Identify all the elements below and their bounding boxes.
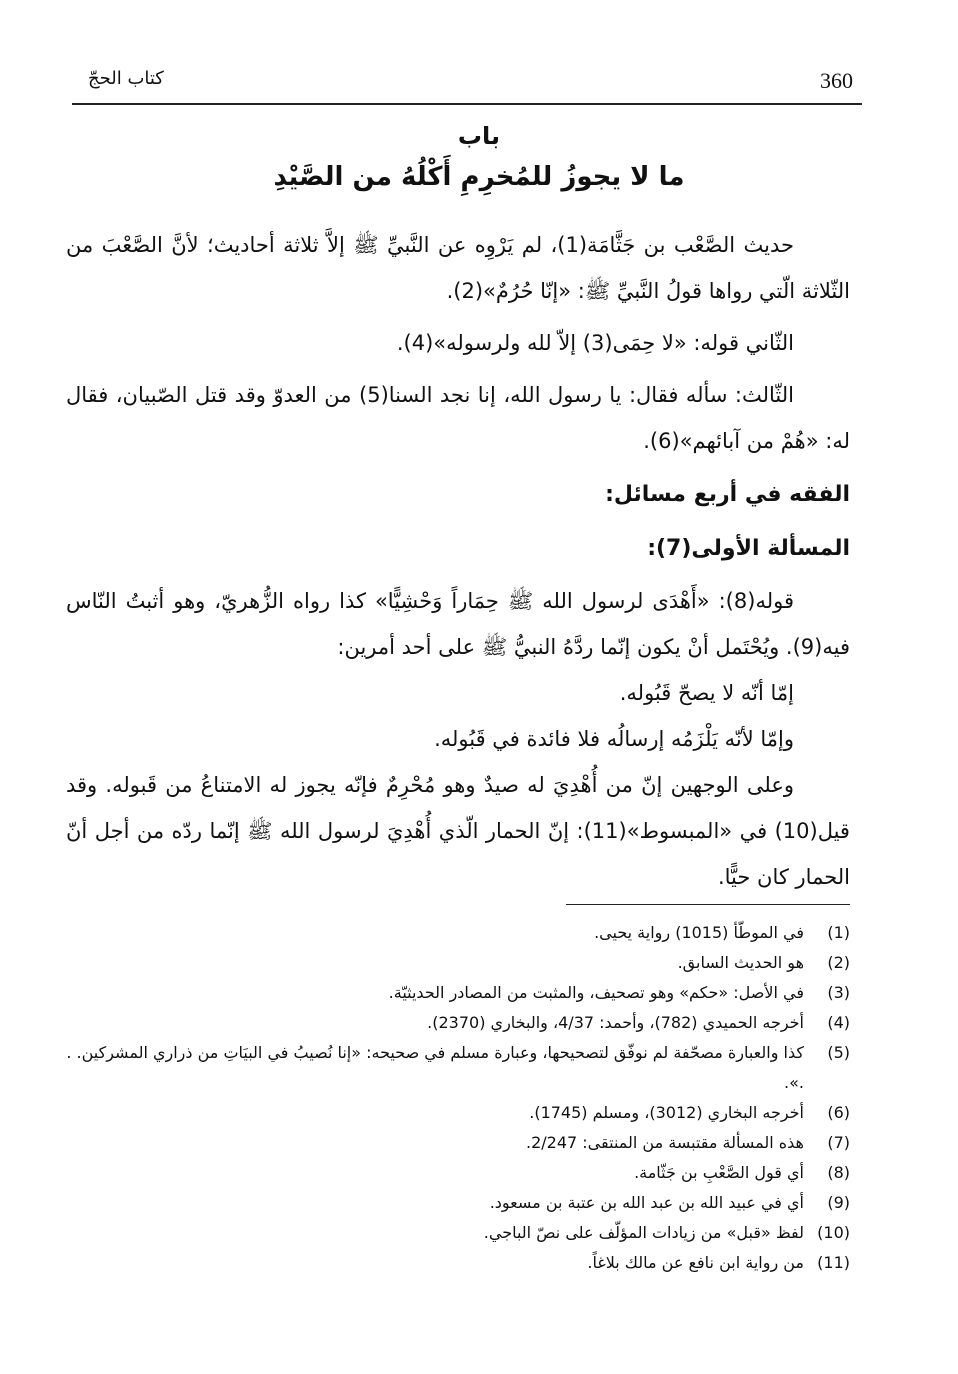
footnote-number: (6) [827, 1103, 850, 1122]
paragraph: قوله(8): «أَهْدَى لرسول الله ﷺ حِمَاراً وَحْشِيًّا» كذا رواه الزُّهريّ، وهو أثبتُ النّاس فيه(9). ويُحْتَمل أنْ يكون إنّما ردَّهُ النبيُّ ﷺ على أحد أمرين: [66, 589, 850, 659]
footnote-number: (10) [817, 1223, 850, 1242]
footnote-rule [566, 904, 850, 905]
paragraph: الثّالث: سأله فقال: يا رسول الله، إنا نجد السنا(5) من العدوّ وقد قتل الصّبيان، فقال له: «هُمْ من آبائهم»(6). [66, 383, 850, 453]
page-number: 360 [820, 68, 853, 93]
footnote-text: أخرجه البخاري (3012)، ومسلم (1745). [529, 1103, 804, 1122]
footnote-text: أخرجه الحميدي (782)، وأحمد: 4/37، والبخاري (2370). [427, 1013, 804, 1032]
footnote-number: (5) [827, 1043, 850, 1062]
paragraph: الثّاني قوله: «لا حِمَى(3) إلاّ لله ولرسوله»(4). [396, 331, 794, 355]
chapter-title: ما لا يجوزُ للمُخرِمِ أَكْلُهُ من الصَّيْدِ [273, 162, 685, 192]
footnote-text: في الموطّأ (1015) رواية يحيى. [594, 923, 804, 942]
footnote-text: هذه المسألة مقتبسة من المنتقى: 2/247. [526, 1133, 804, 1152]
footnotes [66, 918, 850, 1278]
footnote-number: (9) [827, 1193, 850, 1212]
footnote-number: (3) [827, 983, 850, 1002]
paragraph: إمّا أنّه لا يصحّ قَبُوله. [619, 681, 794, 705]
running-title: كتاب الحجّ [88, 68, 164, 89]
footnote [66, 1008, 850, 1038]
footnote [66, 1128, 850, 1158]
chapter-label: باب [457, 122, 501, 150]
header-rule [72, 103, 862, 105]
paragraph: وإمّا لأنّه يَلْزَمُه إرسالُه فلا فائدة في قَبُوله. [434, 727, 794, 751]
footnote-number: (11) [817, 1253, 850, 1272]
footnote-text: أي قول الصَّعْبِ بن جَثّامة. [634, 1163, 804, 1182]
footnote-text: أي في عبيد الله بن عبد الله بن عتبة بن مسعود. [489, 1193, 804, 1212]
footnote [66, 948, 850, 978]
footnote [66, 1158, 850, 1188]
footnote [66, 918, 850, 948]
section-heading: الفقه في أربع مسائل: [605, 482, 850, 507]
footnote [66, 1218, 850, 1248]
footnote [66, 1188, 850, 1218]
footnote-number: (1) [827, 923, 850, 942]
paragraph: حديث الصَّعْب بن جَثَّامَة(1)، لم يَرْوِه عن النَّبيِّ ﷺ إلاَّ ثلاثة أحاديث؛ لأنَّ الصَّعْبَ من الثّلاثة الّتي رواها قولُ النَّبيِّ ﷺ: «إنّا حُرُمٌ»(2). [66, 233, 850, 303]
main-text [66, 222, 850, 900]
issue-heading: المسألة الأولى(7): [647, 536, 850, 561]
footnote-text: هو الحديث السابق. [677, 953, 804, 972]
footnote-text: من رواية ابن نافع عن مالك بلاغاً. [587, 1253, 804, 1272]
footnote-text: لفظ «قبل» من زيادات المؤلّف على نصّ الباجي. [483, 1223, 804, 1242]
footnote-number: (2) [827, 953, 850, 972]
footnote-number: (8) [827, 1163, 850, 1182]
footnote-number: (7) [827, 1133, 850, 1152]
footnote-text: كذا والعبارة مصحّفة لم نوفّق لتصحيحها، وعبارة مسلم في صحيحه: «إنا نُصيبُ في البيَاتِ من ذراري المشركين. . .». [66, 1043, 804, 1092]
footnote [66, 1248, 850, 1278]
footnote-text: في الأصل: «حكم» وهو تصحيف، والمثبت من المصادر الحديثيّة. [388, 983, 804, 1002]
footnote [66, 1038, 850, 1098]
paragraph: وعلى الوجهين إنّ من أُهْدِيَ له صيدٌ وهو مُحْرِمٌ فإنّه يجوز له الامتناعُ من قَبوله. وقد قيل(10) في «المبسوط»(11): إنّ الحمار الّذي أُهْدِيَ لرسول الله ﷺ إنّما ردّه من أجل أنّ الحمار كان حيًّا. [66, 773, 850, 889]
footnote [66, 1098, 850, 1128]
footnote [66, 978, 850, 1008]
footnote-number: (4) [827, 1013, 850, 1032]
